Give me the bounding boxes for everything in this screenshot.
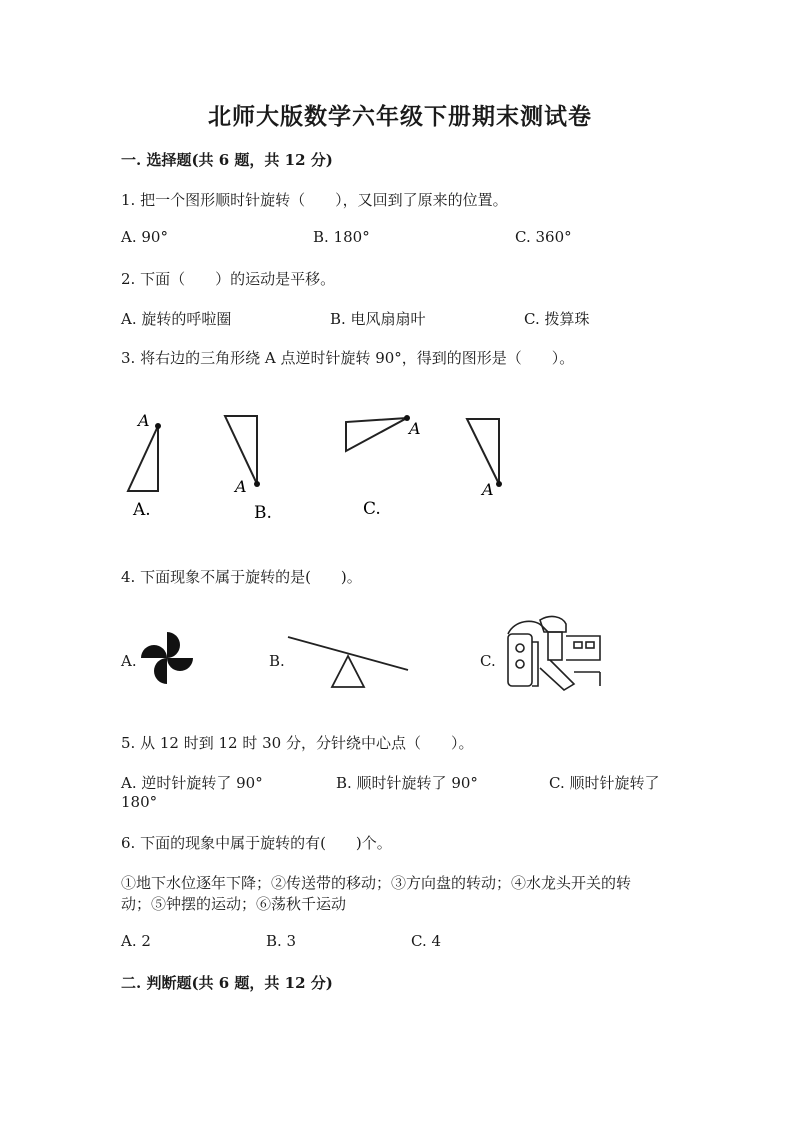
q3-figure-b <box>346 415 421 451</box>
question-4: 4. 下面现象不属于旋转的是( )。 <box>121 568 362 586</box>
question-2: 2. 下面（ ）的运动是平移。 <box>121 270 336 288</box>
q3-option-c: C. <box>363 499 381 519</box>
page-title: 北师大版数学六年级下册期末测试卷 <box>208 103 592 130</box>
q3-figure-c <box>467 419 502 499</box>
q6-option-c: C. 4 <box>411 932 442 950</box>
q3-option-a: A. <box>133 500 151 520</box>
pinwheel-icon <box>137 628 197 688</box>
q6-statement-line-2: 动；⑤钟摆的运动；⑥荡秋千运动 <box>121 895 347 913</box>
q4-option-a: A. <box>121 652 137 670</box>
q1-option-a: A. 90° <box>121 228 168 246</box>
section-heading-choice: 一. 选择题(共 6 题，共 12 分) <box>121 151 333 169</box>
seesaw-icon <box>285 632 415 692</box>
q3-original-point-label: A <box>138 411 150 430</box>
q3-option-b: B. <box>254 503 272 523</box>
slide-icon <box>500 612 610 692</box>
q3-a-point-label: A <box>235 477 247 496</box>
q4-option-b: B. <box>269 652 285 670</box>
question-5: 5. 从 12 时到 12 时 30 分，分针绕中心点（ ）。 <box>121 734 474 752</box>
question-3: 3. 将右边的三角形绕 A 点逆时针旋转 90°，得到的图形是（ ）。 <box>121 349 575 367</box>
question-6: 6. 下面的现象中属于旋转的有( )个。 <box>121 834 392 852</box>
q6-statement-line-1: ①地下水位逐年下降；②传送带的移动；③方向盘的转动；④水龙头开关的转 <box>121 874 632 892</box>
question-1: 1. 把一个图形顺时针旋转（ ），又回到了原来的位置。 <box>121 191 508 209</box>
q6-option-b: B. 3 <box>266 932 297 950</box>
q3-c-point-label: A <box>482 480 494 499</box>
q2-option-a: A. 旋转的呼啦圈 <box>121 310 232 328</box>
q5-option-b: B. 顺时针旋转了 90° <box>336 774 478 792</box>
q5-option-c: C. 顺时针旋转了 <box>549 774 660 792</box>
q3-figure-a <box>225 416 260 496</box>
q3-triangle-figures <box>110 400 550 530</box>
q5-option-a: A. 逆时针旋转了 90° <box>121 774 263 792</box>
q1-option-b: B. 180° <box>313 228 370 246</box>
q6-option-a: A. 2 <box>121 932 151 950</box>
q3-b-point-label: A <box>409 419 421 438</box>
q4-option-c: C. <box>480 652 496 670</box>
q1-option-c: C. 360° <box>515 228 572 246</box>
q5-option-c-cont: 180° <box>121 793 158 811</box>
q2-option-b: B. 电风扇扇叶 <box>330 310 426 328</box>
q3-original-triangle <box>128 411 161 491</box>
section-heading-judgment: 二. 判断题(共 6 题，共 12 分) <box>121 974 333 992</box>
q2-option-c: C. 拨算珠 <box>524 310 590 328</box>
